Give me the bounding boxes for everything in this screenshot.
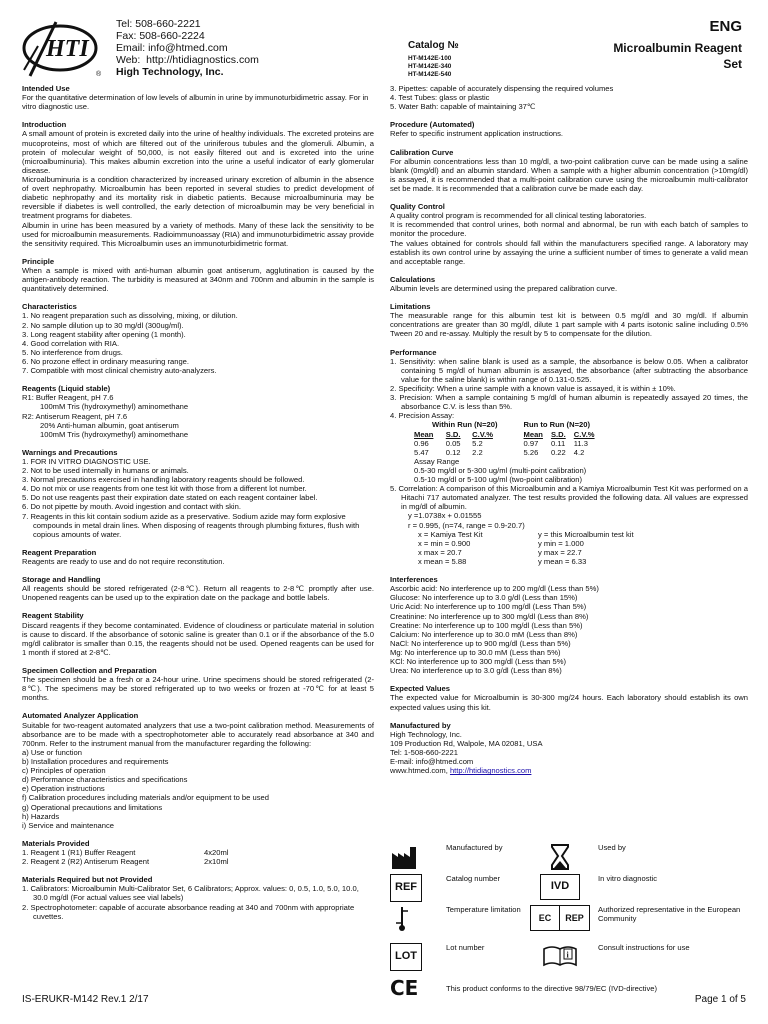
list-item: h) Hazards — [22, 811, 60, 821]
list-item: 4. Test Tubes: glass or plastic — [390, 93, 490, 103]
section-heading: Reagent Preparation — [22, 547, 97, 557]
characteristics-list — [22, 311, 374, 375]
warnings-list — [22, 457, 374, 539]
list-item: Glucose: No interference up to 3.0 g/dl (Less than 15%) — [390, 593, 578, 603]
list-item: 2. Specificity: When a urine sample with a known value is assayed, it is within ± 10%. — [390, 383, 676, 393]
material-qty: 2x10ml — [204, 857, 229, 867]
list-item: a) Use or function — [22, 747, 82, 757]
section-heading: Intended Use — [22, 84, 70, 93]
list-item: 3. Normal precautions exercised in handling laboratory reagents should be followed. — [22, 475, 305, 485]
list-item: 4. Precision Assay: — [390, 411, 455, 421]
intended-use-text: For the quantitative determination of low levels of albumin in urine by immunoturbidimetric assay. For in vitro diagnostic use. — [22, 93, 369, 112]
list-item: 6. Do not pipette by mouth. Avoid ingestion and contact with skin. — [22, 502, 241, 512]
storage-text: All reagents should be stored refrigerated (2-8℃). Return all reagents to 2-8℃ promptly after use. Unopened reagents can be used up to the expiration date on the package and bottle labels. — [22, 584, 374, 603]
reagent-line: 20% Anti-human albumin, goat antiserum — [40, 420, 179, 430]
symbol-label: This product conforms to the directive 98/79/EC (IVD-directive) — [446, 984, 658, 993]
website-link[interactable]: http://htidiagnostics.com — [449, 766, 532, 776]
assay-range-line: 0.5-30 mg/dl or 5-300 ug/ml (multi-point calibration) — [414, 465, 587, 475]
section-heading: Interferences — [390, 575, 438, 585]
reagent-line: 100mM Tris (hydroxymethyl) aminomethane — [40, 402, 189, 412]
ref-icon: REF — [390, 874, 422, 902]
principle-text: When a sample is mixed with anti-human albumin goat antiserum, agglutination is caused by the antigen-antibody reaction. The turbidity is measured at 340nm and 700nm and albumin in the sample is quantitatively determined. — [22, 265, 374, 294]
contact-block — [116, 18, 259, 78]
list-item: Uric Acid: No interference up to 100 mg/dl (Less Than 5%) — [390, 602, 587, 612]
email: Email: info@htmed.com — [116, 42, 228, 54]
reagent-line: R1: Buffer Reagent, pH 7.6 — [22, 393, 114, 403]
table-cell: 5.2 — [472, 438, 483, 448]
material-qty: 4x20ml — [204, 847, 229, 857]
company-name: High Technology, Inc. — [116, 66, 224, 78]
list-item: KCl: No interference up to 300 mg/dl (Less than 5%) — [390, 657, 567, 667]
material-item: 1. Reagent 1 (R1) Buffer Reagent — [22, 847, 136, 857]
table-header: Mean — [523, 429, 543, 439]
specimen-text: The specimen should be a fresh or a 24-hour urine. Urine specimens should be stored refrigerated (2-8℃). The specimens may be stored refrigerated up to two weeks or frozen at -70℃ for at least 5 months. — [22, 675, 374, 703]
symbol-label: Lot number — [446, 943, 485, 952]
address-line: E-mail: info@htmed.com — [390, 757, 474, 767]
limitations-text: The measurable range for this albumin test kit is between 0.5 mg/dl and 30 mg/dl. If albumin concentrations are greater than 30 mg/dl, dilute 1 part sample with 4 parts isotonic saline including 0.5% Tween 20 and re-assay. Multiply the result by 5 to compensate for the dilution. — [390, 311, 748, 339]
address-line: High Technology, Inc. — [390, 729, 462, 739]
list-item: 1. Sensitivity: when saline blank is used as a sample, the absorbance is below 0.05. When a calibrator containing 5 mg/dl of human albumin is assayed, the absorbance (after subtracting the absorbance value for the saline blank) is within range of 0.131-0.525. — [390, 356, 748, 384]
lot-icon: LOT — [390, 943, 422, 971]
assay-range-line: 0.5-10 mg/dl or 5-100 ug/ml (two-point calibration) — [414, 475, 582, 485]
address-line: www.htmed.com, http://htidiagnostics.com — [390, 766, 532, 776]
address-line: Tel: 1-508-660-2221 — [390, 748, 458, 757]
correlation-text: 5. Correlation: A comparison of this Microalbumin and a Kamiya Microalbumin Test Kit was performed on a Hitachi 717 automated analyzer. The test results provided the following data. All values are expressed in mg/dl of albumin. — [390, 484, 748, 512]
page-number: Page 1 of 5 — [694, 994, 746, 1005]
symbol-row — [390, 943, 748, 974]
list-item: Mg: No interference up to 30.0 mM (Less than 5%) — [390, 648, 561, 658]
table-cell: 0.05 — [445, 438, 461, 448]
table-row — [414, 430, 603, 439]
left-column — [22, 84, 374, 921]
table-group-header: Run to Run (N=20) — [523, 420, 590, 430]
correlation-equation: r = 0.995, (n=74, range = 0.9-20.7) — [408, 520, 525, 530]
product-title: Microalbumin Reagent — [613, 41, 742, 55]
stat: x = Kamiya Test Kit — [418, 529, 483, 539]
precision-table — [414, 420, 603, 456]
stat: y = this Microalbumin test kit — [538, 529, 634, 539]
ce-mark-icon: CE — [390, 976, 419, 1000]
section-heading: Reagents (Liquid stable) — [22, 384, 111, 394]
hourglass-icon — [530, 843, 590, 871]
list-item: Creatine: No interference up to 100 mg/dl (Less than 5%) — [390, 620, 583, 630]
reagent-line: R2: Antiserum Reagent, pH 7.6 — [22, 411, 128, 421]
svg-text:i: i — [566, 950, 569, 960]
list-item: 6. No prozone effect in ordinary measuring range. — [22, 356, 190, 366]
stat: y max = 22.7 — [538, 547, 582, 557]
product-title: Set — [723, 57, 742, 71]
section-heading: Storage and Handling — [22, 575, 101, 585]
material-item: 2. Reagent 2 (R2) Antiserum Reagent — [22, 857, 150, 867]
table-header: S.D. — [445, 429, 461, 439]
table-cell: 11.3 — [573, 438, 588, 448]
product-title-block — [613, 18, 742, 72]
catalog-code: HT-M142E-340 — [408, 63, 452, 71]
section-heading: Introduction — [22, 120, 67, 130]
list-item: 3. Pipettes: capable of accurately dispensing the required volumes — [390, 84, 614, 93]
prep-text: Reagents are ready to use and do not require reconstitution. — [22, 557, 225, 567]
section-heading: Quality Control — [390, 202, 445, 212]
symbol-label: Consult instructions for use — [598, 943, 690, 952]
table-row — [414, 448, 603, 457]
table-row — [414, 439, 603, 448]
table-cell: 0.11 — [550, 438, 566, 448]
qc-paragraph: It is recommended that control urines, both normal and abnormal, be run with each batch of samples to monitor the procedure. — [390, 220, 748, 239]
rep-box: REP — [560, 905, 590, 931]
list-item: 4. Do not mix or use reagents from one test kit with those from a different lot number. — [22, 484, 307, 494]
list-item: 2. Not to be used internally in humans or animals. — [22, 466, 189, 476]
section-heading: Materials Required but not Provided — [22, 875, 153, 885]
ec-rep-icon — [530, 905, 590, 931]
section-heading: Procedure (Automated) — [390, 120, 475, 130]
fax: Fax: 508-660-2224 — [116, 30, 205, 42]
list-item: 2. Spectrophotometer: capable of accurate absorbance reading at 340 and 700nm with appropriate cuvettes. — [22, 902, 355, 921]
list-item: 5. No interference from drugs. — [22, 347, 123, 357]
material-row — [22, 848, 374, 857]
list-item: d) Performance characteristics and specifications — [22, 775, 188, 785]
list-item: 1. Calibrators: Microalbumin Multi-Calibrator Set, 6 Calibrators; Approx. values: 0, 0.5, 1.0, 5.0, 10.0, 30.0 mg/dl (For actual values see vial labels) — [22, 884, 359, 903]
list-item: Ascorbic acid: No interference up to 200 mg/dl (Less than 5%) — [390, 584, 599, 594]
table-header: C.V.% — [472, 429, 493, 439]
table-cell: 5.26 — [523, 447, 539, 457]
hti-logo — [16, 16, 112, 80]
stat: x max = 20.7 — [418, 547, 462, 557]
list-item: b) Installation procedures and requirements — [22, 757, 169, 766]
catalog-title: Catalog № — [408, 40, 459, 51]
section-heading: Limitations — [390, 302, 431, 312]
stat: x = min = 0.900 — [418, 538, 471, 548]
web: Web: http://htidiagnostics.com — [116, 54, 259, 66]
qc-paragraph: A quality control program is recommended for all clinical testing laboratories. — [390, 211, 647, 221]
catalog-block — [408, 40, 459, 80]
svg-text:®: ® — [96, 71, 102, 78]
symbol-row — [390, 905, 748, 943]
list-item: 1. FOR IN VITRO DIAGNOSTIC USE. — [22, 456, 151, 466]
symbol-label: Catalog number — [446, 874, 501, 883]
not-provided-list — [22, 884, 374, 920]
reagent-line: 100mM Tris (hydroxymethyl) aminomethane — [40, 429, 189, 439]
table-cell: 0.12 — [445, 447, 461, 457]
table-header: Mean — [414, 429, 434, 439]
table-cell: 2.2 — [472, 447, 483, 457]
symbol-label: Temperature limitation — [446, 905, 521, 914]
thermometer-icon — [390, 905, 422, 933]
list-item: 7. Reagents in this kit contain sodium azide as a preservative. Sodium azide may form explosive compounds in metal drain lines. When disposing of reagents through plumbing fixtures, flush with copious amounts of water. — [22, 511, 360, 539]
list-item: f) Calibration procedures including materials and/or equipment to be used — [22, 793, 269, 803]
symbol-legend — [390, 843, 748, 1005]
catalog-code: HT-M142E-540 — [408, 71, 452, 79]
stat: y min = 1.000 — [538, 538, 584, 548]
qc-paragraph: The values obtained for controls should fall within the manufacturers specified range. A laboratory may establish its own control urine by assaying the urine a sufficient number of times to generate a valid mean and acceptable range. — [390, 238, 748, 266]
ivd-icon: IVD — [540, 874, 580, 900]
intro-paragraph: Microalbuminuria is a condition characterized by increased urinary excretion of albumin in the absence of overt nephropathy. Microalbumin has been reported in several studies to predict development of diabetic nephropathy and its mortality risk in diabetic patients. Because microalbuminuria may be reversible if diabetes is well controlled, the early detection of microalbumin may be very beneficial in treatment programs for diabetes. — [22, 174, 374, 221]
table-header: C.V.% — [573, 429, 595, 439]
list-item: 5. Water Bath: capable of maintaining 37℃ — [390, 102, 536, 112]
table-row — [414, 420, 603, 429]
section-heading: Calibration Curve — [390, 147, 454, 157]
calibration-text: For albumin concentrations less than 10 mg/dl, a two-point calibration curve can be made using a saline blank (0mg/dl) and an albumin standard. When a sample with a higher albumin concentration (>10mg/dl) is assayed, it is recommended that a multi-point calibration curve using the microalbumin multi-calibrator set be made. It is recommended that a calibration curve be made each day. — [390, 156, 748, 193]
list-item: 7. Compatible with most clinical chemistry auto-analyzers. — [22, 366, 217, 376]
section-heading: Calculations — [390, 274, 436, 284]
list-item: 4. Good correlation with RIA. — [22, 338, 120, 348]
list-item: 2. No sample dilution up to 30 mg/dl (300ug/ml). — [22, 320, 184, 330]
section-heading: Materials Provided — [22, 838, 90, 848]
calculation-text: Albumin levels are determined using the prepared calibration curve. — [390, 283, 618, 293]
table-cell: 4.2 — [573, 447, 585, 457]
web-link[interactable]: http://htidiagnostics.com — [146, 54, 259, 66]
list-item: NaCl: No interference up to 900 mg/dl (Less than 5%) — [390, 638, 571, 648]
list-item: c) Principles of operation — [22, 766, 106, 776]
section-heading: Performance — [390, 347, 437, 357]
phone: Tel: 508-660-2221 — [116, 18, 201, 30]
table-cell: 5.47 — [414, 447, 429, 457]
book-info-icon — [530, 943, 590, 971]
table-group-header: Within Run (N=20) — [432, 420, 498, 430]
list-item: Creatinine: No interference up to 300 mg/dl (Less than 8%) — [390, 611, 589, 621]
list-item: 3. Precision: When a sample containing 5 mg/dl of human albumin is repeatedly assayed 20 times, the absorbance C.V. is less than 5%. — [390, 393, 748, 412]
stat: x mean = 5.88 — [418, 557, 467, 567]
symbol-label: Used by — [598, 843, 626, 852]
section-heading: Specimen Collection and Preparation — [22, 666, 157, 676]
table-header: S.D. — [550, 429, 566, 439]
stat: y mean = 6.33 — [538, 557, 587, 567]
assay-range-heading: Assay Range — [414, 456, 460, 466]
table-cell: 0.96 — [414, 438, 429, 448]
performance-list — [390, 357, 748, 421]
document-id: IS-ERUKR-M142 Rev.1 2/17 — [22, 994, 149, 1005]
list-item: Calcium: No interference up to 30.0 mM (Less than 8%) — [390, 629, 578, 639]
list-item: 3. Long reagent stability after opening (1 month). — [22, 329, 186, 339]
list-item: i) Service and maintenance — [22, 820, 115, 830]
list-item: 5. Do not use reagents past their expiration date stated on each reagent container label. — [22, 493, 318, 503]
section-heading: Automated Analyzer Application — [22, 711, 139, 721]
procedure-text: Refer to specific instrument application instructions. — [390, 129, 564, 139]
table-cell: 0.22 — [550, 447, 566, 457]
address-line: 109 Production Rd, Walpole, MA 02081, USA — [390, 738, 543, 748]
correlation-stats — [390, 530, 748, 566]
intro-paragraph: Albumin in urine has been measured by a variety of methods. Many of these lack the sensitivity to be used for microalbumin measurements. Radioimmunoassay (RIA) and immunoturbidimetric assay provide the sensitivity required. This Microalbumin uses an immunoturbidimetric format. — [22, 220, 374, 248]
right-column — [390, 84, 748, 775]
language-code: ENG — [709, 18, 742, 35]
symbol-label: Manufactured by — [446, 843, 503, 852]
section-heading: Expected Values — [390, 684, 450, 694]
symbol-label: In vitro diagnostic — [598, 874, 658, 883]
correlation-equation: y =1.0738x + 0.01555 — [408, 511, 482, 521]
intro-paragraph: A small amount of protein is excreted daily into the urine of healthy individuals. The excreted proteins are mucoproteins, most of which are filtered out of the uriniferous tubules and the glomeruli. Albumin, a protein of molecular weight of 50,000, is not easily filtered out and is excreted into the urine (microalbuminuria). This makes albumin excretion into the urine a useful indicator of early glomerular disease. — [22, 129, 374, 175]
material-row — [22, 857, 374, 866]
catalog-code: HT-M142E-100 — [408, 55, 452, 62]
auto-text: Suitable for two-reagent automated analyzers that use a two-point calibration method. Measurements of absorbance are to be made with a spectrophotometer able to accurately read absorbance at 340 and 700nm. Refer to the instrument manual from the manufacturer regarding the following: — [22, 720, 374, 748]
list-item: Urea: No interference up to 3.0 g/dl (Less than 8%) — [390, 666, 562, 676]
symbol-label: Authorized representative in the European Community — [598, 905, 741, 924]
list-item: 1. No reagent preparation such as dissolving, mixing, or dilution. — [22, 311, 238, 321]
section-heading: Characteristics — [22, 302, 77, 312]
list-item: e) Operation instructions — [22, 784, 105, 794]
expected-text: The expected value for Microalbumin is 30-300 mg/24 hours. Each laboratory should establish its own expected values using this kit. — [390, 693, 748, 712]
table-cell: 0.97 — [523, 438, 539, 448]
section-heading: Reagent Stability — [22, 611, 84, 621]
symbol-row — [390, 843, 748, 874]
svg-text:HTI: HTI — [46, 36, 89, 62]
manufacturer-icon — [390, 843, 422, 871]
section-heading: Manufactured by — [390, 720, 451, 730]
stability-text: Discard reagents if they become contaminated. Evidence of cloudiness or particulate material in solution is cause to discard. If the absorbance of sotonic saline is greater than 0.1 or if the absorbance of the 5.0 mg/dl calibrator is smaller than 0.15, the reagents should not be used. Opened reagents can be used for 1 month if stored at 2-8℃. — [22, 620, 374, 657]
section-heading: Warnings and Precautions — [22, 447, 118, 457]
section-heading: Principle — [22, 256, 55, 266]
symbol-row — [390, 874, 748, 905]
list-item: g) Operational precautions and limitations — [22, 802, 163, 812]
ec-box: EC — [530, 905, 560, 931]
